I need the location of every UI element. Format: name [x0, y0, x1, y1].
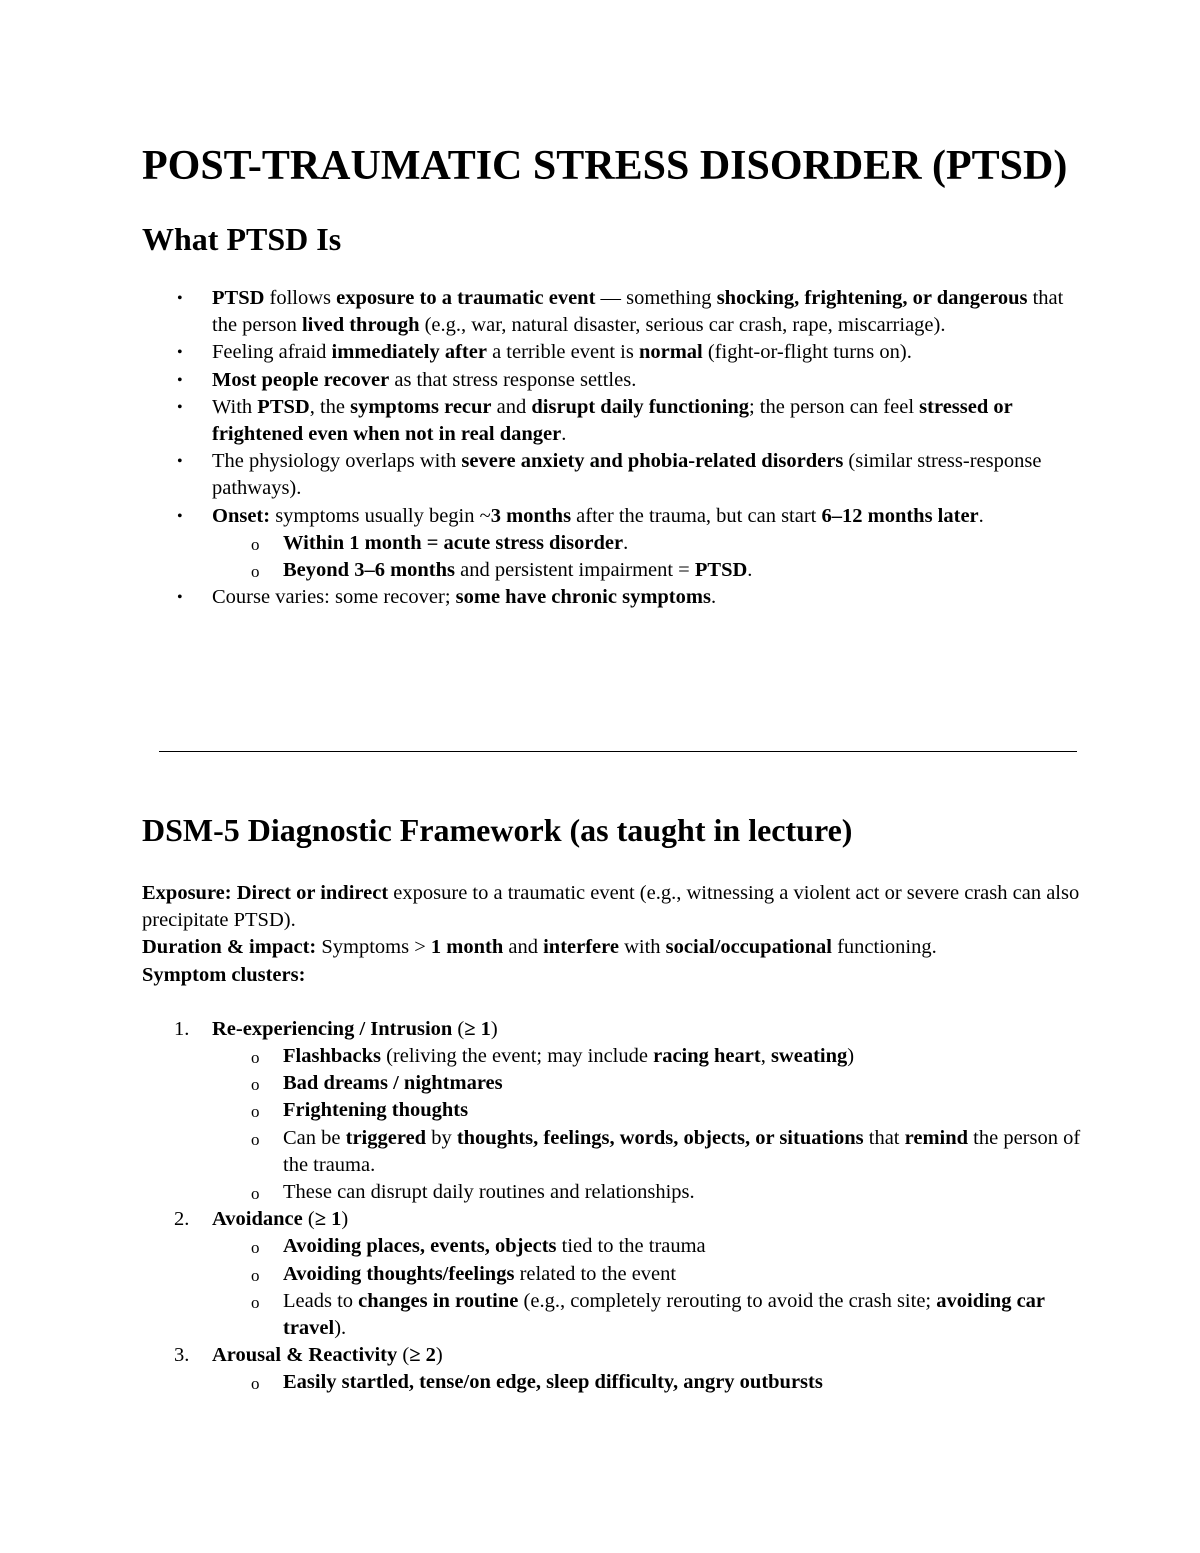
- bold-text-run: Re-experiencing / Intrusion: [212, 1017, 453, 1040]
- bold-text-run: severe anxiety and phobia-related disorders: [461, 450, 844, 473]
- bold-text-run: Exposure: Direct or indirect: [142, 882, 389, 904]
- bold-text-run: Beyond 3–6 months: [283, 559, 456, 582]
- sublist-item-text: [283, 1072, 503, 1094]
- text-run: .: [561, 423, 567, 446]
- sub-bullet-marker: o: [251, 1238, 260, 1258]
- sublist-item-text: [283, 1127, 1080, 1176]
- bold-text-run: stressed or frightened even when not in real danger: [212, 395, 1013, 446]
- bold-text-run: Easily startled, tense/on edge, sleep difficulty, angry outbursts: [283, 1371, 823, 1394]
- list-item: [142, 285, 1082, 339]
- bold-text-run: Avoiding thoughts/feelings: [283, 1262, 515, 1285]
- sublist-item-text: [283, 1045, 854, 1067]
- bold-text-run: Duration & impact:: [142, 936, 317, 959]
- sublist-item: [212, 1369, 1082, 1396]
- list-item: [142, 503, 1082, 585]
- cluster-sublist: [212, 1233, 1082, 1342]
- text-run: functioning.: [831, 936, 937, 959]
- cluster-sublist: [212, 1369, 1082, 1396]
- text-run: and: [491, 395, 532, 418]
- cluster-label: [212, 1208, 348, 1230]
- bold-text-run: 6–12 months later: [821, 504, 979, 527]
- bold-text-run: Flashbacks: [283, 1045, 381, 1068]
- horizontal-rule: [159, 751, 1077, 752]
- text-run: by: [426, 1126, 457, 1149]
- text-run: related to the event: [514, 1262, 677, 1285]
- text-run: that: [863, 1126, 905, 1149]
- cluster-sublist: [212, 1043, 1082, 1206]
- cluster-number: 1.: [174, 1017, 190, 1040]
- cluster-number: 3.: [174, 1344, 190, 1367]
- list-item-text: [212, 341, 912, 363]
- text-run: .: [978, 504, 984, 527]
- bold-text-run: ≥ 1: [464, 1017, 491, 1040]
- text-run: — something: [595, 287, 717, 309]
- bold-text-run: ≥ 1: [314, 1208, 342, 1231]
- sub-bullet-marker: o: [251, 1184, 260, 1204]
- text-run: ; the person can feel: [748, 395, 920, 418]
- cluster-item: [142, 1342, 1082, 1396]
- bullet-marker: •: [177, 290, 183, 307]
- dsm5-paragraphs: [142, 880, 1082, 989]
- bold-text-run: Avoiding places, events, objects: [283, 1235, 557, 1258]
- text-run: Symptoms >: [316, 936, 431, 959]
- text-run: ,: [760, 1045, 771, 1068]
- bold-text-run: racing heart: [653, 1045, 761, 1068]
- sublist-item-text: [283, 1263, 676, 1285]
- sublist-item: [212, 1070, 1082, 1097]
- sublist-item-text: [283, 1235, 706, 1257]
- bold-text-run: Frightening thoughts: [283, 1099, 469, 1122]
- bold-text-run: changes in routine: [358, 1289, 519, 1312]
- text-run: (e.g., war, natural disaster, serious car crash, rape, miscarriage).: [419, 314, 946, 337]
- document-page: [142, 140, 1082, 611]
- bold-text-run: interfere: [543, 936, 619, 959]
- cluster-item: [142, 1206, 1082, 1342]
- bullet-marker: •: [177, 453, 183, 471]
- text-run: .: [623, 531, 629, 554]
- text-run: after the trauma, but can start: [571, 504, 822, 527]
- symptom-clusters-label: [142, 962, 1082, 989]
- sublist-item: [212, 1288, 1082, 1342]
- bold-text-run: Onset:: [212, 504, 271, 527]
- sub-bullet-marker: o: [251, 1102, 260, 1122]
- text-run: .: [747, 559, 753, 582]
- sublist-item-text: [283, 1181, 695, 1203]
- text-run: Feeling afraid: [212, 341, 332, 364]
- sublist-item: [212, 1261, 1082, 1288]
- cluster-item: [142, 1016, 1082, 1206]
- sublist-item: [212, 1043, 1082, 1070]
- text-run: exposure to a traumatic event (e.g., witnessing a violent act or severe crash can also precipitate PTSD).: [142, 882, 1080, 932]
- symptom-cluster-list: [142, 1016, 1082, 1397]
- text-run: as that stress response settles.: [389, 368, 637, 391]
- text-run: tied to the trauma: [556, 1235, 706, 1258]
- text-run: (: [452, 1017, 465, 1040]
- bold-text-run: immediately after: [331, 341, 487, 364]
- bold-text-run: Avoidance: [212, 1208, 303, 1231]
- bold-text-run: social/occupational: [665, 936, 832, 959]
- sublist-item: [212, 557, 1082, 584]
- bold-text-run: Most people recover: [212, 368, 390, 391]
- bold-text-run: remind: [904, 1126, 969, 1149]
- text-run: Can be: [283, 1126, 346, 1149]
- bullet-marker: •: [177, 344, 183, 362]
- exposure-paragraph: [142, 880, 1082, 934]
- bullet-marker: •: [177, 507, 183, 525]
- bold-text-run: Symptom clusters:: [142, 963, 306, 986]
- sublist-item-text: [283, 1099, 468, 1121]
- bold-text-run: disrupt daily functioning: [531, 395, 749, 418]
- bullet-marker: •: [177, 589, 183, 607]
- bold-text-run: avoiding car travel: [283, 1289, 1045, 1340]
- list-item: [142, 584, 1082, 611]
- text-run: (: [302, 1208, 315, 1231]
- text-run: (similar stress-response pathways).: [212, 450, 1042, 500]
- sublist-item-text: [283, 1371, 823, 1393]
- bold-text-run: thoughts, feelings, words, objects, or situations: [456, 1126, 864, 1149]
- text-run: ).: [334, 1317, 347, 1340]
- bold-text-run: normal: [638, 341, 703, 364]
- bold-text-run: PTSD: [257, 395, 310, 418]
- sublist-item: [212, 1233, 1082, 1260]
- bold-text-run: some have chronic symptoms: [455, 586, 711, 609]
- bold-text-run: PTSD: [694, 559, 748, 582]
- what-ptsd-is-list: [142, 285, 1082, 611]
- text-run: with: [618, 936, 666, 959]
- bold-text-run: shocking, frightening, or dangerous: [716, 287, 1028, 309]
- cluster-number: 2.: [174, 1208, 190, 1231]
- sublist-item: [212, 1179, 1082, 1206]
- sublist-item-text: [283, 1290, 1045, 1339]
- sub-bullet-marker: o: [251, 1075, 260, 1095]
- bold-text-run: triggered: [345, 1126, 427, 1149]
- list-item: [142, 339, 1082, 366]
- text-run: With: [212, 395, 258, 418]
- text-run: symptoms usually begin ~: [270, 504, 491, 527]
- bold-text-run: Bad dreams / nightmares: [283, 1072, 503, 1095]
- text-run: ): [341, 1208, 349, 1231]
- section-heading-dsm5: DSM-5 Diagnostic Framework (as taught in lecture): [142, 812, 853, 848]
- text-run: ): [490, 1017, 498, 1040]
- sublist-item-text: [283, 559, 752, 581]
- dsm5-section: [142, 810, 1082, 1397]
- text-run: follows: [264, 287, 337, 309]
- text-run: (: [397, 1344, 410, 1367]
- text-run: (e.g., completely rerouting to avoid the crash site;: [518, 1289, 937, 1312]
- bold-text-run: exposure to a traumatic event: [336, 287, 596, 309]
- bold-text-run: lived through: [301, 314, 420, 337]
- bold-text-run: PTSD: [212, 287, 265, 309]
- text-run: (reliving the event; may include: [380, 1045, 654, 1068]
- bullet-marker: •: [177, 371, 183, 389]
- bullet-marker: •: [177, 398, 183, 416]
- sub-bullet-marker: o: [251, 1265, 260, 1285]
- text-run: These can disrupt daily routines and relationships.: [283, 1181, 695, 1204]
- list-item: [142, 367, 1082, 394]
- bold-text-run: Within 1 month = acute stress disorder: [283, 531, 624, 554]
- bold-text-run: ≥ 2: [409, 1344, 436, 1367]
- sub-bullet-marker: o: [251, 534, 260, 554]
- text-run: the person of the trauma.: [283, 1126, 1081, 1176]
- sublist-item: [212, 1125, 1082, 1179]
- section-heading-what-ptsd-is: What PTSD Is: [142, 221, 342, 257]
- list-item-text: [212, 586, 716, 608]
- duration-paragraph: [142, 934, 1082, 961]
- text-run: a terrible event is: [486, 341, 639, 364]
- sub-bullet-marker: o: [251, 1048, 260, 1068]
- sublist-item: [212, 1097, 1082, 1124]
- sublist-item: [212, 530, 1082, 557]
- cluster-label: [212, 1018, 498, 1040]
- sub-bullet-marker: o: [251, 562, 260, 582]
- sub-bullet-marker: o: [251, 1374, 260, 1394]
- bold-text-run: 3 months: [490, 504, 572, 527]
- sub-bullet-marker: o: [251, 1292, 260, 1312]
- list-item: [142, 394, 1082, 448]
- bold-text-run: 1 month: [430, 936, 504, 959]
- bold-text-run: symptoms recur: [350, 395, 492, 418]
- text-run: Course varies: some recover;: [212, 586, 456, 609]
- list-item: [142, 448, 1082, 502]
- text-run: , the: [309, 395, 351, 418]
- text-run: .: [710, 586, 717, 609]
- text-run: ): [847, 1045, 855, 1068]
- text-run: Leads to: [283, 1289, 359, 1312]
- text-run: that the person: [212, 287, 1064, 337]
- list-item-text: [212, 369, 636, 391]
- text-run: and: [503, 936, 544, 959]
- list-item-text: [212, 396, 1012, 445]
- list-item-text: [212, 450, 1041, 499]
- list-item-text: [212, 287, 1063, 336]
- sub-bullet-marker: o: [251, 1129, 260, 1149]
- list-item-text: [212, 505, 984, 527]
- onset-sublist: [212, 530, 1082, 584]
- text-run: ): [435, 1344, 443, 1367]
- text-run: and persistent impairment =: [455, 559, 695, 582]
- bold-text-run: Arousal & Reactivity: [212, 1344, 398, 1367]
- text-run: The physiology overlaps with: [212, 450, 462, 473]
- document-title: POST-TRAUMATIC STRESS DISORDER (PTSD): [142, 143, 1068, 189]
- cluster-label: [212, 1344, 443, 1366]
- text-run: (fight-or-flight turns on).: [702, 341, 912, 364]
- sublist-item-text: [283, 532, 628, 554]
- bold-text-run: sweating: [770, 1045, 848, 1068]
